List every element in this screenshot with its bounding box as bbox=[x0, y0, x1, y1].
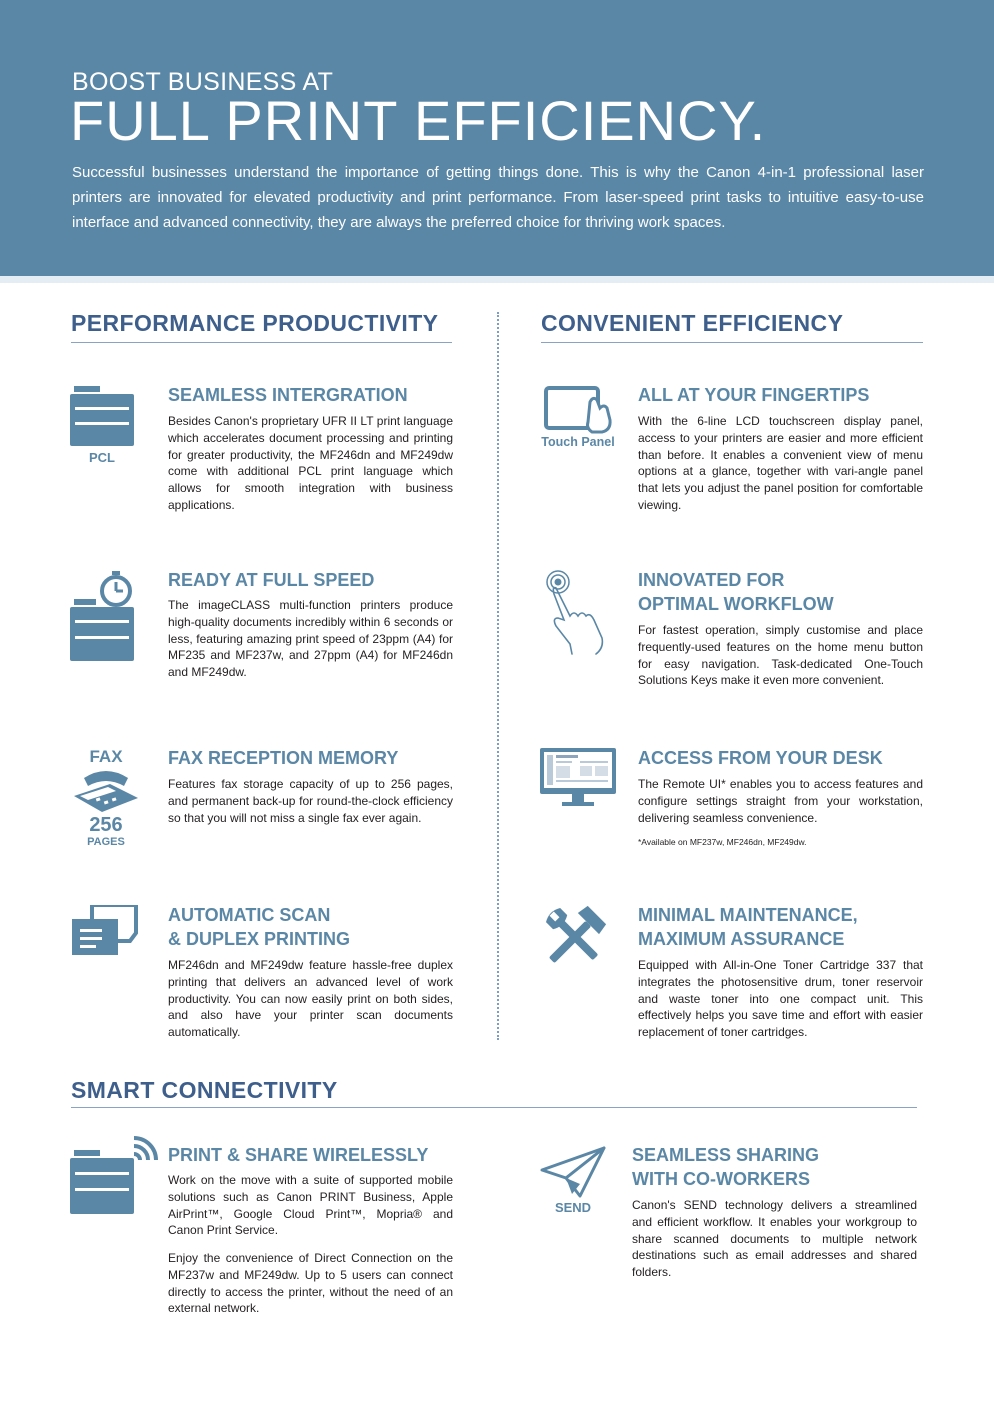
column-divider bbox=[497, 312, 499, 1040]
hero-underband bbox=[0, 276, 994, 283]
printer-pcl-icon bbox=[70, 386, 134, 448]
hero-kicker: BOOST BUSINESS AT bbox=[72, 68, 334, 96]
touch-panel-icon bbox=[544, 386, 614, 434]
sharing-title-line1: SEAMLESS SHARING bbox=[632, 1145, 820, 1165]
fingertips-text: With the 6-line LCD touchscreen display panel, access to your printers are easier and more efficient than before. It enables a convenient view of menu options at a glance, together with vari-angle panel that lets you adjust the panel position for comfortable viewing. bbox=[638, 414, 923, 512]
desk-access-title: ACCESS FROM YOUR DESK bbox=[638, 748, 883, 768]
desk-access-text: The Remote UI* enables you to access features and configure settings straight from your workstation, delivering seamless convenience. bbox=[638, 777, 923, 825]
send-label: SEND bbox=[554, 1200, 592, 1215]
convenient-heading: CONVENIENT EFFICIENCY bbox=[541, 310, 844, 336]
pcl-label: PCL bbox=[89, 450, 115, 465]
maintenance-text: Equipped with All-in-One Toner Cartridge 337 that integrates the photosensitive drum, toner reservoir and waste toner into one compact unit. This effectively helps you save time and effort with easier replacement of toner cartridges. bbox=[638, 958, 923, 1040]
tap-hand-icon bbox=[540, 568, 610, 656]
desktop-monitor-icon bbox=[540, 748, 616, 808]
touch-panel-label: Touch Panel bbox=[541, 435, 615, 449]
sharing-title-line2: WITH CO-WORKERS bbox=[632, 1169, 810, 1189]
fax-icon bbox=[70, 768, 142, 816]
hero-banner bbox=[0, 0, 994, 276]
send-plane-icon bbox=[540, 1146, 606, 1200]
duplex-text: MF246dn and MF249dw feature hassle-free duplex printing that delivers an advanced level of work productivity. You can now easily print on both sides, and also have your printer scan documents automatically. bbox=[168, 958, 453, 1040]
duplex-scan-icon bbox=[70, 905, 138, 957]
wireless-text-1: Work on the move with a suite of supported mobile solutions such as Canon PRINT Business, Apple AirPrint™, Google Cloud Print™, Mopria® and Canon Print Service. bbox=[168, 1173, 453, 1238]
smart-rule bbox=[71, 1107, 917, 1108]
fax-label: FAX bbox=[89, 747, 123, 766]
printer-stopwatch-icon bbox=[70, 571, 136, 663]
maintenance-title-line2: MAXIMUM ASSURANCE bbox=[638, 929, 845, 949]
wireless-text-2: Enjoy the convenience of Direct Connection on the MF237w and MF249dw. Up to 5 users can connect directly to access the printer, without the need of an external network. bbox=[168, 1251, 453, 1316]
fax-pages-number: 256 bbox=[89, 814, 123, 836]
duplex-title-line1: AUTOMATIC SCAN bbox=[168, 905, 331, 925]
workflow-title-line2: OPTIMAL WORKFLOW bbox=[638, 594, 834, 614]
full-speed-title: READY AT FULL SPEED bbox=[168, 570, 375, 590]
seamless-integration-text: Besides Canon's proprietary UFR II LT print language which accelerates document processing and printing for greater productivity, the MF246dn and MF249dw come with additional PCL print language which allows for smooth integration with business applications. bbox=[168, 414, 453, 512]
hero-intro-text: Successful businesses understand the importance of getting things done. This is why the Canon 4-in-1 professional laser printers are innovated for elevated productivity and print performance. From laser-speed print tasks to intuitive easy-to-use interface and advanced connectivity, they are always the preferred choice for thriving work spaces. bbox=[72, 164, 924, 231]
maintenance-title-line1: MINIMAL MAINTENANCE, bbox=[638, 905, 858, 925]
fax-memory-title: FAX RECEPTION MEMORY bbox=[168, 748, 399, 768]
smart-heading: SMART CONNECTIVITY bbox=[71, 1077, 338, 1103]
wireless-title: PRINT & SHARE WIRELESSLY bbox=[168, 1145, 429, 1165]
seamless-integration-title: SEAMLESS INTERGRATION bbox=[168, 385, 408, 405]
performance-heading: PERFORMANCE PRODUCTIVITY bbox=[71, 310, 439, 336]
hero-title: FULL PRINT EFFICIENCY. bbox=[70, 89, 767, 152]
fax-pages-unit: PAGES bbox=[87, 836, 125, 848]
hammer-wrench-icon bbox=[540, 904, 610, 970]
fax-memory-text: Features fax storage capacity of up to 256 pages, and permanent back-up for round-the-clock efficiency so that you will not miss a single fax ever again. bbox=[168, 777, 453, 825]
performance-rule bbox=[71, 342, 452, 343]
wireless-printer-icon bbox=[70, 1132, 162, 1216]
sharing-text: Canon's SEND technology delivers a streamlined and efficient workflow. It enables your workgroup to share scanned documents to multiple network destinations such as email addresses and shared folders. bbox=[632, 1198, 917, 1280]
convenient-rule bbox=[541, 342, 923, 343]
fingertips-title: ALL AT YOUR FINGERTIPS bbox=[638, 385, 870, 405]
availability-note: *Available on MF237w, MF246dn, MF249dw. bbox=[638, 837, 807, 847]
workflow-text: For fastest operation, simply customise and place frequently-used features on the home menu button for easy navigation. Task-dedicated One-Touch Solutions Keys make it even more convenient. bbox=[638, 623, 923, 688]
full-speed-text: The imageCLASS multi-function printers produce high-quality documents incredibly within 6 seconds or less, featuring amazing print speed of 23ppm (A4) for MF235 and MF237w, and 27ppm (A4) for MF246dn and MF249dw. bbox=[168, 598, 453, 680]
workflow-title-line1: INNOVATED FOR bbox=[638, 570, 785, 590]
duplex-title-line2: & DUPLEX PRINTING bbox=[168, 929, 351, 949]
